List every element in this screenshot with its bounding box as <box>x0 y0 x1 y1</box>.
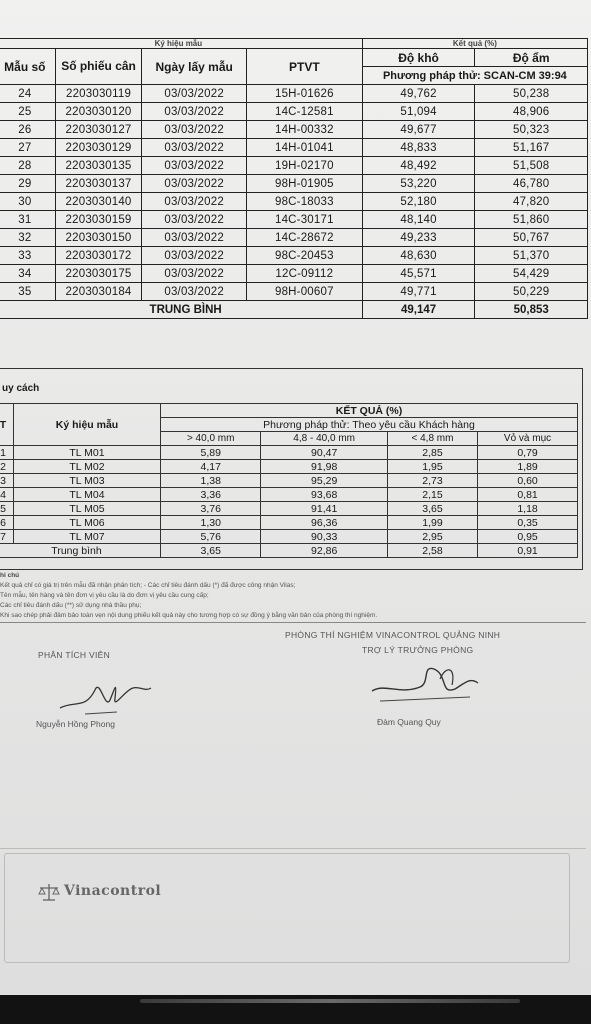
cell-do-kho: 48,140 <box>362 211 475 229</box>
table-row <box>0 488 578 502</box>
cell-ptvt: 14C-30171 <box>246 211 362 229</box>
cell-so-phieu: 2203030137 <box>55 175 142 193</box>
average-do-am: 50,853 <box>475 301 588 319</box>
cell-so-phieu: 2203030120 <box>55 103 142 121</box>
cell-t: 4 <box>0 488 14 502</box>
cell-ptvt: 19H-02170 <box>246 157 362 175</box>
table-row <box>0 474 578 488</box>
balance-scale-icon <box>38 882 60 902</box>
cell-ptvt: 98C-20453 <box>246 247 362 265</box>
divider <box>0 848 586 849</box>
spec-average-c3: 2,58 <box>387 544 477 558</box>
cell-c2: 96,36 <box>261 516 388 530</box>
note-line: Tên mẫu, tên hàng và tên đơn vị yêu cầu là do đơn vị yêu cầu cung cấp; <box>0 592 209 599</box>
cell-do-kho: 52,180 <box>362 193 475 211</box>
header-ket-qua: KẾT QUẢ (%) <box>161 404 578 418</box>
brand-name: Vinacontrol <box>64 883 162 899</box>
cell-do-kho: 53,220 <box>362 175 475 193</box>
signer-right-name: Đàm Quang Quy <box>377 717 441 727</box>
cell-ngay: 03/03/2022 <box>142 193 247 211</box>
cell-ky-hieu: TL M01 <box>14 446 161 460</box>
cell-so-phieu: 2203030119 <box>55 85 142 103</box>
header-ptvt: PTVT <box>246 49 362 85</box>
table-row <box>0 265 588 283</box>
table-row <box>0 460 578 474</box>
header-ngay: Ngày lấy mẫu <box>142 49 247 85</box>
cell-do-kho: 49,233 <box>362 229 475 247</box>
cell-t: 6 <box>0 516 14 530</box>
cell-do-kho: 48,630 <box>362 247 475 265</box>
cell-ngay: 03/03/2022 <box>142 265 247 283</box>
cell-ky-hieu: TL M06 <box>14 516 161 530</box>
average-label: TRUNG BÌNH <box>0 301 362 319</box>
cell-c4: 1,89 <box>478 460 578 474</box>
cell-so-phieu: 2203030184 <box>55 283 142 301</box>
header-method-2: Phương pháp thử: Theo yêu cầu Khách hàng <box>161 418 578 432</box>
spec-average-label: Trung bình <box>0 544 161 558</box>
cell-c3: 1,99 <box>387 516 477 530</box>
header-method: Phương pháp thử: SCAN-CM 39:94 <box>362 67 587 85</box>
cell-so-phieu: 2203030159 <box>55 211 142 229</box>
header-c4: Vỏ và mục <box>478 432 578 446</box>
cell-ky-hieu: TL M05 <box>14 502 161 516</box>
table-row <box>0 85 588 103</box>
cell-do-am: 54,429 <box>475 265 588 283</box>
cell-ngay: 03/03/2022 <box>142 229 247 247</box>
cell-so-phieu: 2203030135 <box>55 157 142 175</box>
cell-mau-so: 30 <box>0 193 55 211</box>
specification-title: uy cách <box>2 383 40 394</box>
table-row <box>0 516 578 530</box>
cell-mau-so: 34 <box>0 265 55 283</box>
header-do-kho: Độ khô <box>362 49 475 67</box>
cell-do-am: 46,780 <box>475 175 588 193</box>
spec-average-row <box>0 544 578 558</box>
cell-mau-so: 35 <box>0 283 55 301</box>
cell-c2: 91,41 <box>261 502 388 516</box>
cell-ptvt: 14H-01041 <box>246 139 362 157</box>
table-row <box>0 175 588 193</box>
cell-do-am: 50,238 <box>475 85 588 103</box>
table-row <box>0 103 588 121</box>
cell-ky-hieu: TL M07 <box>14 530 161 544</box>
average-row <box>0 301 588 319</box>
cell-ptvt: 15H-01626 <box>246 85 362 103</box>
cell-ngay: 03/03/2022 <box>142 283 247 301</box>
cell-so-phieu: 2203030140 <box>55 193 142 211</box>
cell-so-phieu: 2203030175 <box>55 265 142 283</box>
header-so-phieu: Số phiếu cân <box>55 49 142 85</box>
cell-do-am: 51,167 <box>475 139 588 157</box>
cell-c3: 1,95 <box>387 460 477 474</box>
cell-mau-so: 27 <box>0 139 55 157</box>
cell-do-am: 47,820 <box>475 193 588 211</box>
divider <box>0 622 586 623</box>
cell-ky-hieu: TL M03 <box>14 474 161 488</box>
cell-c1: 1,38 <box>161 474 261 488</box>
cell-c4: 0,79 <box>478 446 578 460</box>
cell-do-am: 51,508 <box>475 157 588 175</box>
table-row <box>0 211 588 229</box>
role-left: PHÂN TÍCH VIÊN <box>38 650 111 660</box>
cell-so-phieu: 2203030129 <box>55 139 142 157</box>
table-row <box>0 247 588 265</box>
cell-c4: 0,95 <box>478 530 578 544</box>
table-row <box>0 121 588 139</box>
cell-ptvt: 98C-18033 <box>246 193 362 211</box>
cell-mau-so: 25 <box>0 103 55 121</box>
signer-left-name: Nguyễn Hồng Phong <box>36 719 115 729</box>
cell-ngay: 03/03/2022 <box>142 121 247 139</box>
cell-do-am: 48,906 <box>475 103 588 121</box>
cell-do-kho: 49,762 <box>362 85 475 103</box>
header-t: T <box>0 404 14 446</box>
notes-title: hi chú <box>0 572 20 579</box>
cell-t: 5 <box>0 502 14 516</box>
spec-average-c2: 92,86 <box>261 544 388 558</box>
cell-c4: 0,35 <box>478 516 578 530</box>
cell-c1: 1,30 <box>161 516 261 530</box>
cell-c2: 90,47 <box>261 446 388 460</box>
lab-name: PHÒNG THÍ NGHIỆM VINACONTROL QUẢNG NINH <box>285 630 501 640</box>
cell-so-phieu: 2203030172 <box>55 247 142 265</box>
cell-t: 2 <box>0 460 14 474</box>
note-line: Khi sao chép phải đảm bảo toàn vẹn nội dung phiếu kết quả này cho tương hợp có sự đồng ý bằng văn bản của phòng thí nghiệm. <box>0 612 378 619</box>
cell-mau-so: 31 <box>0 211 55 229</box>
cell-mau-so: 29 <box>0 175 55 193</box>
cell-do-kho: 49,677 <box>362 121 475 139</box>
cell-mau-so: 33 <box>0 247 55 265</box>
cut-header-right: Kết quả (%) <box>362 39 587 49</box>
table-row <box>0 193 588 211</box>
cut-header: Ký hiệu mẫu <box>0 39 362 49</box>
cell-do-kho: 45,571 <box>362 265 475 283</box>
signature-left <box>55 670 165 720</box>
table-row <box>0 446 578 460</box>
table-row <box>0 157 588 175</box>
cell-c3: 2,73 <box>387 474 477 488</box>
cell-c4: 0,60 <box>478 474 578 488</box>
cell-ngay: 03/03/2022 <box>142 85 247 103</box>
header-c2: 4,8 - 40,0 mm <box>261 432 388 446</box>
cell-do-am: 50,229 <box>475 283 588 301</box>
cell-ngay: 03/03/2022 <box>142 211 247 229</box>
cell-ptvt: 98H-01905 <box>246 175 362 193</box>
cell-c4: 0,81 <box>478 488 578 502</box>
specification-table <box>0 403 578 558</box>
cell-ngay: 03/03/2022 <box>142 247 247 265</box>
cell-mau-so: 24 <box>0 85 55 103</box>
table-row <box>0 502 578 516</box>
cell-do-am: 50,323 <box>475 121 588 139</box>
cell-c1: 4,17 <box>161 460 261 474</box>
cell-c3: 2,95 <box>387 530 477 544</box>
cell-do-kho: 48,833 <box>362 139 475 157</box>
notes-block <box>0 571 560 621</box>
cell-c1: 5,89 <box>161 446 261 460</box>
cell-ptvt: 12C-09112 <box>246 265 362 283</box>
cell-ptvt: 14C-12581 <box>246 103 362 121</box>
cell-ky-hieu: TL M02 <box>14 460 161 474</box>
cell-so-phieu: 2203030127 <box>55 121 142 139</box>
cell-ky-hieu: TL M04 <box>14 488 161 502</box>
header-mau-so: Mẫu số <box>0 49 55 85</box>
cell-c4: 1,18 <box>478 502 578 516</box>
cell-c3: 2,15 <box>387 488 477 502</box>
cell-ptvt: 14C-28672 <box>246 229 362 247</box>
cell-ngay: 03/03/2022 <box>142 175 247 193</box>
table-row <box>0 283 588 301</box>
cell-c2: 91,98 <box>261 460 388 474</box>
brand-box <box>4 853 570 963</box>
cell-t: 1 <box>0 446 14 460</box>
cell-ptvt: 14H-00332 <box>246 121 362 139</box>
monitor-bezel <box>0 995 591 1024</box>
cell-do-am: 50,767 <box>475 229 588 247</box>
cell-so-phieu: 2203030150 <box>55 229 142 247</box>
average-do-kho: 49,147 <box>362 301 475 319</box>
cell-mau-so: 26 <box>0 121 55 139</box>
cell-ngay: 03/03/2022 <box>142 157 247 175</box>
cell-ngay: 03/03/2022 <box>142 103 247 121</box>
cell-do-kho: 49,771 <box>362 283 475 301</box>
header-c1: > 40,0 mm <box>161 432 261 446</box>
cell-c2: 93,68 <box>261 488 388 502</box>
cell-do-am: 51,860 <box>475 211 588 229</box>
header-c3: < 4,8 mm <box>387 432 477 446</box>
cell-ngay: 03/03/2022 <box>142 139 247 157</box>
cell-c2: 95,29 <box>261 474 388 488</box>
cell-do-am: 51,370 <box>475 247 588 265</box>
spec-average-c4: 0,91 <box>478 544 578 558</box>
cell-c1: 5,76 <box>161 530 261 544</box>
cell-c1: 3,76 <box>161 502 261 516</box>
cell-do-kho: 51,094 <box>362 103 475 121</box>
cell-c3: 2,85 <box>387 446 477 460</box>
moisture-table <box>0 38 588 319</box>
table-row <box>0 229 588 247</box>
header-ky-hieu: Ký hiệu mẫu <box>14 404 161 446</box>
note-line: Các chỉ tiêu đánh dấu (**) sử dụng nhà thầu phụ; <box>0 602 142 609</box>
cell-c2: 90,33 <box>261 530 388 544</box>
spec-average-c1: 3,65 <box>161 544 261 558</box>
table-row <box>0 530 578 544</box>
signature-right <box>360 655 490 710</box>
cell-c1: 3,36 <box>161 488 261 502</box>
cell-do-kho: 48,492 <box>362 157 475 175</box>
cell-mau-so: 28 <box>0 157 55 175</box>
cell-t: 3 <box>0 474 14 488</box>
cell-c3: 3,65 <box>387 502 477 516</box>
header-do-am: Độ ẩm <box>475 49 588 67</box>
role-right: TRỢ LÝ TRƯỞNG PHÒNG <box>362 645 474 655</box>
cell-mau-so: 32 <box>0 229 55 247</box>
cell-ptvt: 98H-00607 <box>246 283 362 301</box>
note-line: Kết quả chỉ có giá trị trên mẫu đã nhận phân tích; - Các chỉ tiêu đánh dấu (*) đã được công nhận Vilas; <box>0 582 296 589</box>
cell-t: 7 <box>0 530 14 544</box>
table-row <box>0 139 588 157</box>
